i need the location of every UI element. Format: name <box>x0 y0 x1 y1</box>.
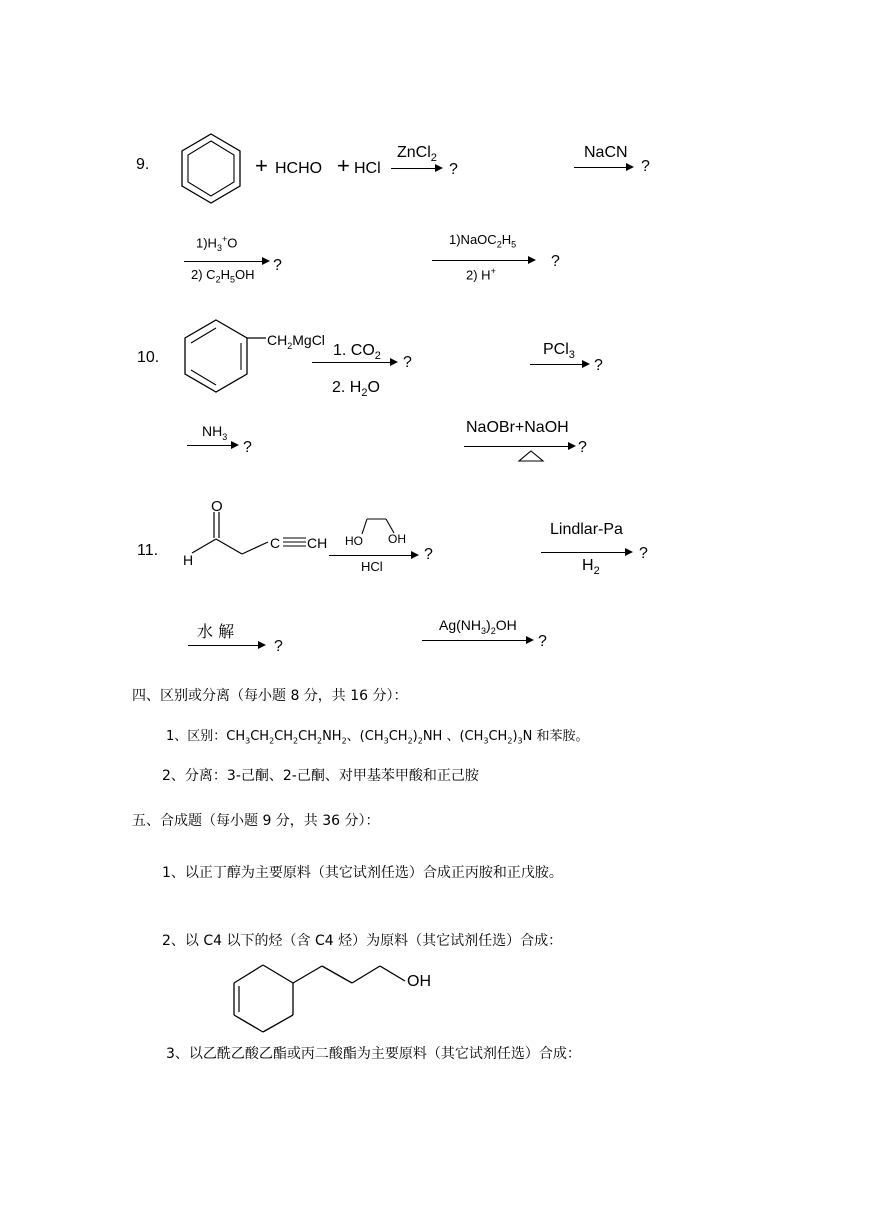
benzyl-grignard-structure <box>184 317 324 397</box>
reagent-h2: $H_2$ <box>582 557 600 578</box>
product-unknown: ? <box>403 354 412 371</box>
reagent-hcho: HCHO <box>275 160 323 177</box>
product-unknown: ? <box>449 161 458 178</box>
reagent-hcl: HCl <box>361 559 383 574</box>
plus-sign: + <box>255 153 268 178</box>
reaction-arrow <box>422 640 534 642</box>
heat-triangle-icon <box>518 450 544 462</box>
question-item: 3、以乙酰乙酸乙酯或丙二酸酯为主要原料（其它试剂任选）合成： <box>166 1046 581 1062</box>
product-unknown: ? <box>243 439 252 456</box>
atom-carbon: C <box>270 535 281 551</box>
benzene-ring-structure <box>176 130 246 210</box>
product-unknown: ? <box>641 158 650 175</box>
product-unknown: ? <box>274 638 283 655</box>
diol-ho: HO <box>345 534 363 548</box>
problem-number: 11. <box>137 542 159 559</box>
product-unknown: ? <box>639 545 648 562</box>
reaction-arrow <box>432 260 536 262</box>
reaction-arrow <box>184 261 270 263</box>
reagent-h2o: 2. $H_2O$ <box>332 379 380 400</box>
reaction-arrow <box>329 555 419 557</box>
product-unknown: ? <box>578 439 587 456</box>
reagent-zncl2: ZnCl$_2$ <box>397 144 437 165</box>
section-heading: 四、区别或分离（每小题 8 分，共 16 分）： <box>132 688 408 704</box>
product-unknown: ? <box>551 253 560 270</box>
plus-sign: + <box>337 153 350 178</box>
reaction-arrow <box>188 645 266 647</box>
product-unknown: ? <box>424 546 433 563</box>
reaction-arrow <box>391 168 443 170</box>
substituent-ch2mgcl: $CH_2MgCl$ <box>267 332 325 351</box>
reagent-nh3: $NH_3$ <box>202 423 228 442</box>
hydroxyl-group: OH <box>407 973 431 990</box>
product-unknown: ? <box>273 257 282 274</box>
problem-number: 10. <box>137 349 160 366</box>
question-item: 1、区别：$CH_3CH_2CH_2CH_2NH_2$、$(CH_3CH_2)_2NH$ 、$(CH_3CH_2)_3N$ 和苯胺。 <box>166 729 589 746</box>
reagent-naoc2h5: $1)NaOC_2H_5$ <box>449 232 517 250</box>
but-3-ynal-structure <box>180 498 340 568</box>
section-heading: 五、合成题（每小题 9 分，共 36 分）： <box>132 813 380 829</box>
reagent-lindlar: Lindlar-Pa <box>550 521 623 538</box>
product-unknown: ? <box>594 357 603 374</box>
reagent-h-plus: 2) H+ <box>466 266 496 283</box>
reagent-co2: 1. $CO_2$ <box>333 342 381 363</box>
reagent-naobr-naoh: NaOBr+NaOH <box>466 419 569 436</box>
reagent-pcl3: PCl$_3$ <box>543 341 575 362</box>
reagent-hcl: HCl <box>354 160 381 177</box>
question-item: 2、分离：3-己酮、2-己酮、对甲基苯甲酸和正己胺 <box>162 768 479 784</box>
diol-oh: OH <box>388 532 406 546</box>
question-item: 2、以 C4 以下的烃（含 C4 烃）为原料（其它试剂任选）合成： <box>162 933 563 949</box>
reagent-hydrolysis: 水 解 <box>197 622 235 641</box>
cyclohexenyl-propanol-structure <box>230 960 430 1040</box>
reaction-arrow <box>464 446 576 448</box>
atom-hydrogen: H <box>183 552 194 568</box>
reagent-tollens: $Ag(NH_3)_2OH$ <box>439 617 517 636</box>
reaction-arrow <box>530 364 590 366</box>
terminal-ch: CH <box>307 535 328 551</box>
reaction-arrow <box>312 362 398 364</box>
atom-oxygen: O <box>211 498 223 515</box>
product-unknown: ? <box>538 633 547 650</box>
reagent-nacn: NaCN <box>584 144 628 161</box>
problem-number: 9. <box>136 156 150 173</box>
reaction-arrow <box>574 167 634 169</box>
question-item: 1、以正丁醇为主要原料（其它试剂任选）合成正丙胺和正戊胺。 <box>162 865 563 881</box>
reagent-h3o-plus: $1)H_3^+O$ <box>196 234 238 253</box>
reagent-ethanol: 2) $C_2H_5OH$ <box>191 267 255 285</box>
reaction-arrow <box>187 445 239 447</box>
reaction-arrow <box>541 552 633 554</box>
